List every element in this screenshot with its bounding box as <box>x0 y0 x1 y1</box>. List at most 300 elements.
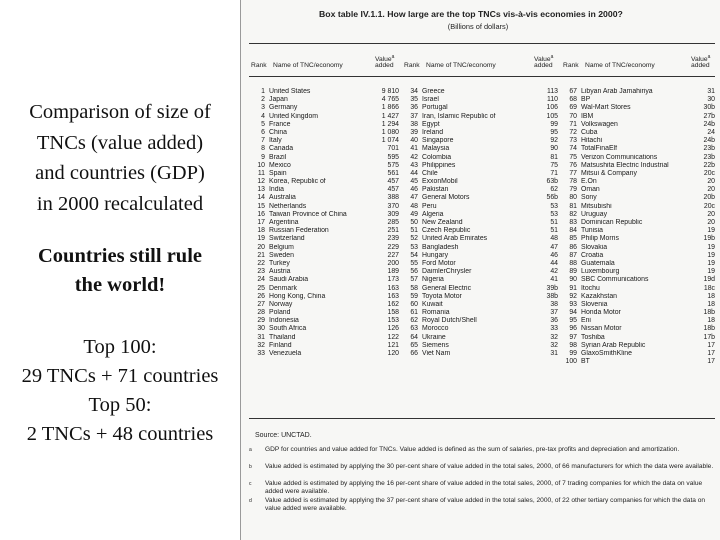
name-cell: Wal-Mart Stores <box>581 104 631 112</box>
name-cell: United States <box>269 88 311 95</box>
scan-edge-divider <box>240 0 241 540</box>
name-cell: BT <box>581 358 590 366</box>
name-cell: Norway <box>269 300 293 308</box>
name-cell: Ukraine <box>422 333 446 341</box>
value-cell: 38 <box>550 300 558 308</box>
table-row <box>563 227 715 235</box>
rank-cell: 4 <box>261 112 265 120</box>
name-cell: Russian Federation <box>269 227 329 235</box>
name-cell: India <box>269 186 284 194</box>
header-name: Name of TNC/economy <box>426 62 496 69</box>
value-cell: 189 <box>387 268 399 276</box>
rank-cell: 39 <box>410 128 418 136</box>
name-cell: Taiwan Province of China <box>269 210 347 218</box>
value-cell: 20 <box>707 178 715 186</box>
rank-cell: 47 <box>410 194 418 202</box>
name-cell: Itochu <box>581 284 600 292</box>
value-cell: 37 <box>550 309 558 317</box>
rank-cell: 98 <box>569 341 577 349</box>
rank-cell: 31 <box>257 333 265 341</box>
summary-line: Top 50: <box>88 394 152 416</box>
name-cell: Czech Republic <box>422 227 471 235</box>
value-cell: 22b <box>703 161 715 169</box>
footnote-text: Value added is estimated by applying the 16 per-cent share of value added in the total sales, 2000, of 7 trading companies for which the data on value added were available. <box>265 480 703 496</box>
footnote <box>249 480 715 496</box>
name-cell: Algeria <box>422 210 444 218</box>
value-cell: 17 <box>707 358 715 366</box>
name-cell: Canada <box>269 145 294 153</box>
rank-cell: 87 <box>569 251 577 259</box>
table-row <box>404 219 558 227</box>
heading-line: Countries still rule <box>38 245 202 267</box>
table-row <box>251 129 399 137</box>
table-row <box>563 235 715 243</box>
rank-cell: 63 <box>410 325 418 333</box>
name-cell: Chile <box>422 169 438 177</box>
rank-cell: 67 <box>569 88 577 95</box>
table-row <box>563 285 715 293</box>
name-cell: SBC Communications <box>581 276 649 284</box>
table-row <box>404 104 558 112</box>
rank-cell: 36 <box>410 104 418 112</box>
name-cell: Japan <box>269 96 288 104</box>
rank-cell: 81 <box>569 202 577 210</box>
rank-cell: 74 <box>569 145 577 153</box>
table-row <box>251 194 399 202</box>
table-row <box>251 104 399 112</box>
header-footnote-mark: a <box>707 54 711 60</box>
table-row <box>563 244 715 252</box>
name-cell: China <box>269 128 288 136</box>
value-cell: 47 <box>550 243 558 251</box>
value-cell: 17 <box>707 350 715 357</box>
table-row <box>563 88 715 96</box>
rank-cell: 6 <box>261 128 265 136</box>
rank-cell: 12 <box>257 178 265 186</box>
value-cell: 20b <box>703 194 715 202</box>
footnote-text: Value added is estimated by applying the 30 per-cent share of value added in the total sales, 2000, of 66 manufacturers for which the data were available. <box>265 463 714 470</box>
caption-line: and countries (GDP) <box>35 162 205 184</box>
name-cell: DaimlerChrysler <box>422 268 472 276</box>
name-cell: Finland <box>269 341 292 349</box>
value-cell: 90 <box>550 145 558 153</box>
name-cell: Dominican Republic <box>581 219 643 226</box>
header-value: Value$^a$ <box>691 54 711 64</box>
table-row <box>251 260 399 268</box>
table-row <box>251 113 399 121</box>
rank-cell: 45 <box>410 178 418 186</box>
table-row <box>563 162 715 170</box>
name-cell: Indonesia <box>269 317 299 325</box>
name-cell: Saudi Arabia <box>269 276 309 284</box>
table-row <box>563 145 715 153</box>
rank-cell: 75 <box>569 153 577 161</box>
value-cell: 163 <box>387 284 399 292</box>
rank-cell: 20 <box>257 243 265 251</box>
name-cell: Uruguay <box>581 210 608 218</box>
value-cell: 701 <box>387 145 399 153</box>
name-cell: Greece <box>422 88 445 95</box>
rank-cell: 72 <box>569 128 577 136</box>
table-row <box>251 334 399 342</box>
name-cell: Poland <box>269 309 291 317</box>
rank-cell: 42 <box>410 153 418 161</box>
table-row <box>563 154 715 162</box>
rank-cell: 52 <box>410 235 418 243</box>
rank-cell: 70 <box>569 112 577 120</box>
name-cell: Luxembourg <box>581 268 620 276</box>
rank-cell: 95 <box>569 317 577 325</box>
name-cell: Egypt <box>422 120 440 128</box>
name-cell: Toyota Motor <box>422 292 462 300</box>
value-cell: 20 <box>707 219 715 226</box>
rank-cell: 76 <box>569 161 577 169</box>
value-cell: 31 <box>550 350 558 357</box>
value-cell: 24 <box>707 128 715 136</box>
rank-cell: 35 <box>410 96 418 104</box>
name-cell: BP <box>581 96 591 104</box>
rank-cell: 57 <box>410 276 418 284</box>
value-cell: 126 <box>387 325 399 333</box>
rank-cell: 43 <box>410 161 418 169</box>
name-cell: Germany <box>269 104 298 112</box>
rank-cell: 96 <box>569 325 577 333</box>
name-cell: Ireland <box>422 128 444 136</box>
value-cell: 309 <box>387 210 399 218</box>
value-cell: 30 <box>707 96 715 104</box>
value-cell: 388 <box>387 194 399 202</box>
name-cell: Hitachi <box>581 137 603 145</box>
value-cell: 48 <box>550 235 558 243</box>
value-cell: 20 <box>707 186 715 194</box>
name-cell: South Africa <box>269 325 307 333</box>
footnote-text: Value added is estimated by applying the 37 per-cent share of value added in the total sales, 2000, of 22 other tertiary companies for which the data on value added were available. <box>265 497 706 513</box>
value-cell: 110 <box>547 96 558 104</box>
name-cell: Tunisia <box>581 227 603 235</box>
value-cell: 1 294 <box>381 120 399 128</box>
header-value: Value$^a$ <box>534 54 554 64</box>
table-row <box>563 309 715 317</box>
name-cell: Libyan Arab Jamahiriya <box>581 88 653 95</box>
table-row <box>563 137 715 145</box>
value-cell: 46 <box>550 251 558 259</box>
table-row <box>404 194 558 202</box>
name-cell: Morocco <box>422 325 449 333</box>
name-cell: Korea, Republic of <box>269 178 326 186</box>
value-cell: 19 <box>707 243 715 251</box>
rank-cell: 93 <box>569 300 577 308</box>
value-cell: 18c <box>703 284 715 292</box>
rank-cell: 18 <box>257 227 265 235</box>
value-cell: 95 <box>550 128 558 136</box>
table-row <box>404 334 558 342</box>
value-cell: 122 <box>387 333 399 341</box>
summary-line: 29 TNCs + 71 countries <box>21 365 219 387</box>
table-row <box>404 227 558 235</box>
name-cell: Kazakhstan <box>581 292 618 300</box>
name-cell: Italy <box>269 137 282 145</box>
value-cell: 113 <box>547 88 558 95</box>
table-row <box>563 334 715 342</box>
value-cell: 53 <box>550 202 558 210</box>
table-row <box>563 325 715 333</box>
header-name: Name of TNC/economy <box>273 62 343 69</box>
name-cell: Verizon Communications <box>581 153 658 161</box>
table-row <box>251 301 399 309</box>
slide-text-panel <box>0 0 240 540</box>
name-cell: ExxonMobil <box>422 178 458 186</box>
rank-cell: 77 <box>569 169 577 177</box>
value-cell: 39b <box>546 284 558 292</box>
rank-cell: 54 <box>410 251 418 259</box>
rank-cell: 82 <box>569 210 577 218</box>
table-row <box>404 211 558 219</box>
table-row <box>404 162 558 170</box>
table-row <box>404 317 558 325</box>
value-cell: 9 810 <box>381 88 399 95</box>
caption-line: Comparison of size of <box>29 101 211 123</box>
table-row <box>563 293 715 301</box>
rank-cell: 10 <box>257 161 265 169</box>
table-row <box>251 154 399 162</box>
name-cell: Nigeria <box>422 276 444 284</box>
name-cell: New Zealand <box>422 219 463 226</box>
rank-cell: 58 <box>410 284 418 292</box>
value-cell: 56b <box>546 194 558 202</box>
value-cell: 561 <box>387 169 399 177</box>
rank-cell: 50 <box>410 219 418 226</box>
value-cell: 33 <box>550 325 558 333</box>
name-cell: Viet Nam <box>422 350 451 357</box>
rank-cell: 11 <box>257 169 265 177</box>
value-cell: 24b <box>703 120 715 128</box>
table-row <box>251 227 399 235</box>
rank-cell: 5 <box>261 120 265 128</box>
rank-cell: 83 <box>569 219 577 226</box>
rank-cell: 16 <box>257 210 265 218</box>
table-row <box>251 309 399 317</box>
value-cell: 44 <box>550 259 558 267</box>
table-row <box>563 121 715 129</box>
value-cell: 17b <box>703 333 715 341</box>
value-cell: 173 <box>387 276 399 284</box>
name-cell: France <box>269 120 291 128</box>
name-cell: Kuwait <box>422 300 443 308</box>
value-cell: 92 <box>550 137 558 145</box>
table-row <box>563 252 715 260</box>
rank-cell: 71 <box>569 120 577 128</box>
value-cell: 18b <box>703 325 715 333</box>
heading-line: the world! <box>74 274 166 296</box>
value-cell: 19 <box>707 251 715 259</box>
rank-cell: 88 <box>569 259 577 267</box>
footnote-mark: c <box>249 481 252 487</box>
value-cell: 19 <box>707 268 715 276</box>
table-row <box>251 252 399 260</box>
rank-cell: 1 <box>261 88 265 95</box>
table-row <box>404 268 558 276</box>
value-cell: 457 <box>387 186 399 194</box>
table-row <box>404 252 558 260</box>
value-cell: 42 <box>550 268 558 276</box>
name-cell: Royal Dutch/Shell <box>422 317 477 325</box>
header-added: added <box>691 62 710 69</box>
rank-cell: 80 <box>569 194 577 202</box>
name-cell: Switzerland <box>269 235 305 243</box>
table-row <box>563 186 715 194</box>
rank-cell: 69 <box>569 104 577 112</box>
table-row <box>404 113 558 121</box>
caption-line: in 2000 recalculated <box>36 192 204 215</box>
value-cell: 23b <box>703 153 715 161</box>
value-cell: 36 <box>550 317 558 325</box>
rank-cell: 15 <box>257 202 265 210</box>
value-cell: 106 <box>546 104 558 112</box>
table-row <box>251 342 399 350</box>
table-row <box>563 178 715 186</box>
value-cell: 53 <box>550 210 558 218</box>
rank-cell: 64 <box>410 333 418 341</box>
value-cell: 30b <box>703 104 715 112</box>
name-cell: TotalFinaElf <box>581 145 617 153</box>
table-row <box>563 96 715 104</box>
value-cell: 370 <box>387 202 399 210</box>
footnote-mark: b <box>249 464 252 470</box>
table-row <box>251 96 399 104</box>
table-bottom-rule <box>249 418 715 419</box>
value-cell: 457 <box>387 178 399 186</box>
rank-cell: 65 <box>410 341 418 349</box>
table-row <box>404 325 558 333</box>
name-cell: Slovenia <box>581 300 608 308</box>
value-cell: 17 <box>707 341 715 349</box>
countries-rule-heading <box>0 242 240 300</box>
value-cell: 1 866 <box>381 104 399 112</box>
name-cell: Syrian Arab Republic <box>581 341 646 349</box>
name-cell: Colombia <box>422 153 452 161</box>
rank-cell: 78 <box>569 178 577 186</box>
table-row <box>563 113 715 121</box>
table-row <box>251 285 399 293</box>
rank-cell: 38 <box>410 120 418 128</box>
rank-cell: 68 <box>569 96 577 104</box>
rank-cell: 44 <box>410 169 418 177</box>
name-cell: Bangladesh <box>422 243 459 251</box>
table-row <box>404 137 558 145</box>
value-cell: 63b <box>546 178 558 186</box>
name-cell: Nissan Motor <box>581 325 622 333</box>
name-cell: Thailand <box>269 333 296 341</box>
rank-cell: 53 <box>410 243 418 251</box>
name-cell: Philip Morris <box>581 235 619 243</box>
name-cell: Mitsui & Company <box>581 169 637 177</box>
header-added: added <box>375 62 394 69</box>
table-column-3 <box>563 88 715 366</box>
name-cell: Honda Motor <box>581 309 621 317</box>
value-cell: 18b <box>703 309 715 317</box>
name-cell: Brazil <box>269 153 287 161</box>
table-row <box>404 154 558 162</box>
value-cell: 20c <box>703 202 715 210</box>
table-row <box>251 350 399 358</box>
table-row <box>404 260 558 268</box>
value-cell: 120 <box>387 350 399 357</box>
table-row <box>563 301 715 309</box>
value-cell: 229 <box>387 243 399 251</box>
rank-cell: 19 <box>257 235 265 243</box>
header-footnote-mark: a <box>391 54 395 60</box>
value-cell: 32 <box>550 341 558 349</box>
value-cell: 163 <box>387 292 399 300</box>
name-cell: Sweden <box>269 251 294 259</box>
rank-cell: 32 <box>257 341 265 349</box>
name-cell: General Electric <box>422 284 472 292</box>
name-cell: E.On <box>581 178 597 186</box>
name-cell: Cuba <box>581 128 598 136</box>
rank-cell: 59 <box>410 292 418 300</box>
table-row <box>404 350 558 358</box>
name-cell: Mitsubishi <box>581 202 612 210</box>
table-row <box>563 260 715 268</box>
table-row <box>563 129 715 137</box>
value-cell: 1 074 <box>381 137 399 145</box>
name-cell: Turkey <box>269 259 290 267</box>
value-cell: 121 <box>387 341 399 349</box>
value-cell: 18 <box>707 317 715 325</box>
table-row <box>251 325 399 333</box>
rank-cell: 34 <box>410 88 418 95</box>
name-cell: Siemens <box>422 341 449 349</box>
value-cell: 4 765 <box>381 96 399 104</box>
rank-cell: 26 <box>257 292 265 300</box>
name-cell: Peru <box>422 202 437 210</box>
table-row <box>404 301 558 309</box>
table-row <box>404 145 558 153</box>
value-cell: 31 <box>707 88 715 95</box>
name-cell: United Arab Emirates <box>422 235 488 243</box>
value-cell: 595 <box>387 153 399 161</box>
table-row <box>404 121 558 129</box>
value-cell: 38b <box>546 292 558 300</box>
table-row <box>563 358 715 366</box>
name-cell: Romania <box>422 309 450 317</box>
name-cell: Austria <box>269 268 291 276</box>
table-row <box>251 162 399 170</box>
rank-cell: 3 <box>261 104 265 112</box>
box-table-title: Box table IV.1.1. How large are the top TNCs vis-à-vis economies in 2000? <box>319 9 623 19</box>
caption-line: TNCs (value added) <box>36 131 204 154</box>
rank-cell: 99 <box>569 350 577 357</box>
rank-cell: 2 <box>261 96 265 104</box>
rank-cell: 24 <box>257 276 265 284</box>
value-cell: 18 <box>707 300 715 308</box>
table-row <box>251 219 399 227</box>
header-top-rule <box>249 43 715 44</box>
table-row <box>404 235 558 243</box>
rank-cell: 37 <box>410 112 418 120</box>
name-cell: Matsushita Electric Industrial <box>581 161 669 169</box>
table-row <box>251 145 399 153</box>
table-row <box>404 285 558 293</box>
value-cell: 41 <box>550 276 558 284</box>
value-cell: 51 <box>550 227 558 235</box>
value-cell: 251 <box>387 227 399 235</box>
name-cell: Ford Motor <box>422 259 456 267</box>
box-table-subtitle: (Billions of dollars) <box>447 22 509 31</box>
rank-cell: 73 <box>569 137 577 145</box>
rank-cell: 79 <box>569 186 577 194</box>
value-cell: 1 427 <box>381 112 399 120</box>
